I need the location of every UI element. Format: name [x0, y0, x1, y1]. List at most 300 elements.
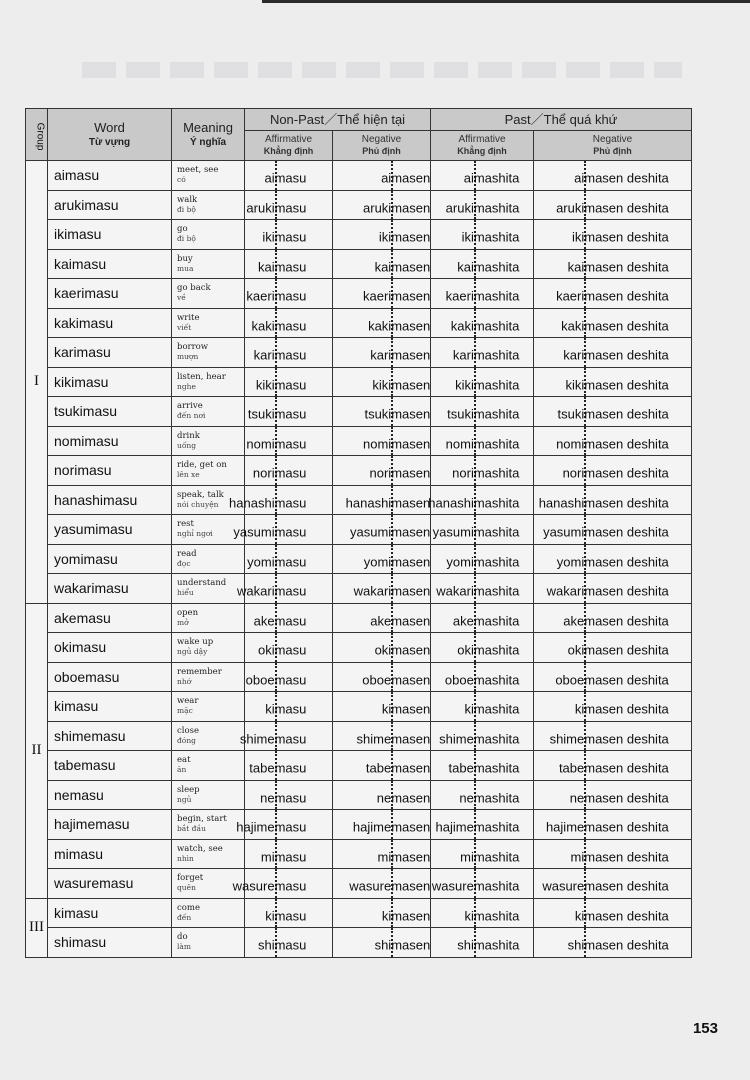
verb-stem: kaeri	[556, 288, 585, 304]
present-negative-cell	[333, 839, 431, 869]
table-row	[26, 190, 692, 220]
meaning-vi: hiểu	[177, 588, 194, 598]
affirmative-vi-label: Khẳng định	[263, 146, 314, 156]
past-negative-cell	[534, 544, 692, 574]
verb-stem: mi	[377, 849, 392, 865]
meaning-en: watch, see	[177, 843, 223, 854]
verb-stem: ki	[381, 908, 392, 924]
group-label: II	[26, 603, 48, 898]
past-header: Past／Thể quá khứ	[431, 109, 692, 131]
past-negative-cell	[534, 161, 692, 191]
verb-ending: masen deshita	[584, 583, 669, 599]
word-cell: shimasu	[48, 928, 172, 958]
past-affirmative-cell	[431, 220, 534, 250]
past-negative-cell	[534, 780, 692, 810]
meaning-header-vi: Ý nghĩa	[189, 136, 227, 148]
verb-stem: oki	[567, 642, 585, 658]
table-row	[26, 397, 692, 427]
meaning-vi: mặc	[177, 706, 193, 716]
meaning-cell	[172, 279, 245, 309]
past-negative-cell	[534, 249, 692, 279]
past-affirmative-cell	[431, 898, 534, 928]
present-negative-cell	[333, 751, 431, 781]
verb-ending: masu	[274, 495, 307, 511]
conjugation-table-body	[26, 161, 692, 958]
verb-stem: yomi	[556, 554, 585, 570]
verb-ending: mashita	[473, 790, 520, 806]
meaning-en: forget	[177, 873, 204, 884]
past-affirmative-cell	[431, 662, 534, 692]
verb-ending: masu	[274, 259, 307, 275]
word-cell: kimasu	[48, 898, 172, 928]
past-affirmative-cell	[431, 633, 534, 663]
past-negative-cell	[534, 515, 692, 545]
verb-ending: masen deshita	[584, 672, 669, 688]
word-cell: kaerimasu	[48, 279, 172, 309]
meaning-vi: đi bộ	[177, 234, 196, 244]
verb-stem: shime	[356, 731, 392, 747]
verb-stem: oki	[257, 642, 275, 658]
verb-stem: iki	[262, 229, 275, 245]
present-affirmative-cell	[245, 692, 333, 722]
meaning-vi: mua	[177, 263, 194, 273]
present-affirmative-cell	[245, 190, 333, 220]
meaning-en: listen, hear	[177, 371, 226, 382]
verb-ending: mashita	[473, 200, 520, 216]
table-row	[26, 780, 692, 810]
past-negative-cell	[534, 190, 692, 220]
verb-ending: masen deshita	[584, 790, 669, 806]
verb-stem: kai	[374, 259, 392, 275]
verb-ending: mashita	[473, 642, 520, 658]
verb-ending: masen deshita	[584, 701, 669, 717]
table-row	[26, 515, 692, 545]
verb-stem: kaki	[450, 318, 474, 334]
verb-stem: kaeri	[246, 288, 275, 304]
word-cell: mimasu	[48, 839, 172, 869]
verb-ending: masu	[274, 849, 307, 865]
table-row	[26, 161, 692, 191]
verb-stem: kari	[563, 347, 585, 363]
word-cell: wasuremasu	[48, 869, 172, 899]
past-negative-cell	[534, 308, 692, 338]
present-negative-cell	[333, 456, 431, 486]
negative-vi-label: Phủ định	[593, 146, 632, 156]
verb-ending: masu	[274, 760, 307, 776]
verb-ending: masen	[391, 760, 431, 776]
table-row	[26, 574, 692, 604]
meaning-cell	[172, 397, 245, 427]
verb-ending: mashita	[473, 406, 520, 422]
past-affirmative-cell	[431, 426, 534, 456]
verb-stem: nori	[369, 465, 392, 481]
verb-stem: yomi	[363, 554, 392, 570]
verb-ending: masu	[274, 377, 307, 393]
verb-ending: masu	[274, 878, 307, 894]
word-cell: kikimasu	[48, 367, 172, 397]
verb-ending: mashita	[473, 347, 520, 363]
word-cell: karimasu	[48, 338, 172, 368]
verb-ending: masu	[274, 554, 307, 570]
verb-ending: masen	[391, 465, 431, 481]
meaning-en: wear	[177, 696, 199, 707]
verb-ending: masen deshita	[584, 436, 669, 452]
word-cell: ikimasu	[48, 220, 172, 250]
present-affirmative-cell	[245, 426, 333, 456]
past-affirmative-cell	[431, 574, 534, 604]
word-cell: norimasu	[48, 456, 172, 486]
verb-stem: ai	[381, 170, 392, 186]
verb-ending: masen	[391, 436, 431, 452]
bleed-through-text	[82, 62, 682, 78]
group-header	[26, 109, 48, 161]
present-negative-cell	[333, 397, 431, 427]
past-affirmative-cell	[431, 869, 534, 899]
verb-ending: masen	[391, 229, 431, 245]
verb-ending: masu	[274, 908, 307, 924]
present-negative-cell	[333, 485, 431, 515]
conjugation-table	[25, 108, 692, 958]
past-negative-cell	[534, 633, 692, 663]
meaning-en: drink	[177, 430, 200, 441]
meaning-cell	[172, 898, 245, 928]
past-affirmative-cell	[431, 456, 534, 486]
meaning-header-label: Meaning	[183, 119, 233, 135]
meaning-en: meet, see	[177, 165, 219, 176]
affirmative-label: Affirmative	[458, 134, 506, 145]
present-affirmative-cell	[232, 869, 333, 899]
verb-stem: hanashi	[538, 495, 585, 511]
table-row	[26, 898, 692, 928]
present-negative-cell	[333, 190, 431, 220]
word-cell: oboemasu	[48, 662, 172, 692]
verb-ending: masen deshita	[584, 760, 669, 776]
negative-label: Negative	[361, 134, 402, 145]
verb-stem: iki	[378, 229, 392, 245]
verb-stem: yasumi	[543, 524, 585, 540]
present-negative-cell	[333, 603, 431, 633]
verb-stem: hajime	[545, 819, 585, 835]
meaning-cell	[172, 544, 245, 574]
past-affirmative-cell	[431, 780, 534, 810]
meaning-en: arrive	[177, 401, 203, 412]
verb-ending: mashita	[473, 701, 520, 717]
past-affirmative-cell	[431, 544, 534, 574]
meaning-en: wake up	[177, 637, 214, 648]
verb-stem: wakari	[546, 583, 585, 599]
meaning-vi: ngủ dậy	[177, 647, 208, 657]
table-row	[26, 220, 692, 250]
past-affirmative-cell	[428, 485, 534, 515]
verb-stem: kiki	[372, 377, 392, 393]
meaning-en: write	[177, 312, 200, 323]
past-affirmative-cell	[431, 308, 534, 338]
meaning-vi: đi bộ	[177, 204, 196, 214]
meaning-vi: quên	[177, 883, 196, 893]
verb-stem: aruki	[556, 200, 585, 216]
present-negative-cell	[333, 426, 431, 456]
verb-ending: masen	[391, 849, 431, 865]
verb-stem: oboe	[555, 672, 585, 688]
verb-ending: masen deshita	[584, 937, 669, 953]
past-affirmative-header	[431, 131, 534, 161]
verb-ending: mashita	[473, 377, 520, 393]
verb-ending: masen deshita	[584, 259, 669, 275]
verb-ending: masen deshita	[584, 613, 669, 629]
present-negative-cell	[333, 721, 431, 751]
present-affirmative-cell	[245, 161, 333, 191]
meaning-en: borrow	[177, 342, 209, 353]
meaning-cell	[172, 308, 245, 338]
meaning-vi: nghỉ ngơi	[177, 529, 213, 539]
past-affirmative-cell	[431, 397, 534, 427]
table-row	[26, 692, 692, 722]
verb-stem: kaki	[251, 318, 275, 334]
verb-stem: kiki	[565, 377, 585, 393]
meaning-vi: về	[177, 293, 186, 303]
verb-ending: mashita	[473, 170, 520, 186]
table-row	[26, 456, 692, 486]
verb-stem: ne	[459, 790, 474, 806]
verb-ending: masen deshita	[584, 288, 669, 304]
verb-ending: mashita	[473, 495, 520, 511]
verb-stem: oki	[374, 642, 392, 658]
meaning-cell	[172, 220, 245, 250]
verb-stem: tabe	[448, 760, 474, 776]
verb-ending: mashita	[473, 554, 520, 570]
verb-stem: mi	[570, 849, 585, 865]
verb-ending: mashita	[473, 465, 520, 481]
verb-stem: oki	[457, 642, 474, 658]
meaning-en: do	[177, 932, 188, 943]
word-cell: tsukimasu	[48, 397, 172, 427]
meaning-en: understand	[177, 578, 227, 589]
meaning-vi: nghe	[177, 381, 196, 391]
past-negative-cell	[534, 603, 692, 633]
meaning-cell	[172, 338, 245, 368]
verb-ending: masen deshita	[584, 377, 669, 393]
verb-ending: mashita	[473, 613, 520, 629]
verb-stem: kai	[567, 259, 585, 275]
verb-ending: masen	[391, 288, 431, 304]
word-cell: shimemasu	[48, 721, 172, 751]
table-row	[26, 662, 692, 692]
verb-ending: mashita	[473, 731, 520, 747]
past-affirmative-cell	[431, 515, 534, 545]
verb-stem: ne	[260, 790, 275, 806]
verb-stem: ake	[563, 613, 585, 629]
verb-ending: mashita	[473, 760, 520, 776]
meaning-en: go	[177, 224, 188, 235]
group-label: I	[26, 161, 48, 604]
present-negative-cell	[333, 928, 431, 958]
meaning-vi: đến nơi	[177, 411, 206, 421]
verb-ending: masu	[274, 937, 307, 953]
verb-ending: masen	[391, 731, 431, 747]
verb-stem: iki	[571, 229, 585, 245]
present-affirmative-cell	[245, 898, 333, 928]
verb-stem: yasumi	[350, 524, 392, 540]
past-negative-cell	[534, 839, 692, 869]
present-affirmative-cell	[245, 338, 333, 368]
verb-ending: masen	[391, 701, 431, 717]
verb-stem: iki	[461, 229, 474, 245]
verb-ending: masen	[391, 613, 431, 629]
verb-ending: masen	[391, 554, 431, 570]
verb-ending: masu	[274, 229, 307, 245]
verb-stem: hajime	[236, 819, 275, 835]
verb-stem: ake	[452, 613, 474, 629]
verb-ending: masu	[274, 583, 307, 599]
verb-stem: kai	[257, 259, 275, 275]
verb-stem: wakari	[237, 583, 275, 599]
verb-stem: aruki	[363, 200, 392, 216]
present-negative-cell	[333, 869, 431, 899]
verb-ending: masen	[391, 524, 431, 540]
past-affirmative-cell	[431, 928, 534, 958]
meaning-cell	[172, 662, 245, 692]
meaning-vi: ngủ	[177, 794, 192, 804]
present-affirmative-cell	[245, 367, 333, 397]
verb-stem: kaki	[368, 318, 392, 334]
verb-stem: ki	[464, 908, 474, 924]
top-edge-strip	[262, 0, 750, 3]
past-affirmative-cell	[431, 161, 534, 191]
present-affirmative-cell	[245, 839, 333, 869]
meaning-vi: nói chuyện	[177, 499, 219, 509]
past-negative-cell	[534, 426, 692, 456]
present-affirmative-cell	[237, 574, 333, 604]
meaning-cell	[172, 574, 245, 604]
meaning-en: eat	[177, 755, 191, 766]
verb-stem: yasumi	[432, 524, 474, 540]
present-negative-cell	[333, 279, 431, 309]
meaning-vi: có	[177, 175, 186, 185]
meaning-cell	[172, 751, 245, 781]
verb-stem: tabe	[558, 760, 585, 776]
present-affirmative-cell	[245, 928, 333, 958]
verb-stem: kari	[253, 347, 275, 363]
verb-ending: masen deshita	[584, 731, 669, 747]
past-negative-cell	[534, 485, 692, 515]
verb-stem: hanashi	[428, 495, 474, 511]
verb-stem: tsuki	[364, 406, 392, 422]
verb-ending: masen deshita	[584, 878, 669, 894]
present-negative-cell	[333, 308, 431, 338]
past-affirmative-cell	[431, 810, 534, 840]
verb-ending: mashita	[473, 583, 520, 599]
verb-ending: masen deshita	[584, 642, 669, 658]
past-affirmative-cell	[431, 338, 534, 368]
meaning-en: sleep	[177, 784, 200, 795]
meaning-en: walk	[177, 194, 198, 205]
table-row	[26, 633, 692, 663]
verb-ending: masen	[391, 347, 431, 363]
verb-ending: masen	[391, 937, 431, 953]
verb-stem: kaeri	[363, 288, 392, 304]
nonpast-header: Non-Past／Thể hiện tại	[245, 109, 431, 131]
meaning-cell	[172, 780, 245, 810]
verb-stem: ki	[464, 701, 474, 717]
verb-stem: wasure	[431, 878, 474, 894]
verb-ending: masen deshita	[584, 554, 669, 570]
present-affirmative-cell	[239, 721, 333, 751]
verb-stem: ake	[253, 613, 275, 629]
verb-ending: mashita	[473, 908, 520, 924]
verb-stem: nori	[252, 465, 275, 481]
meaning-vi: uống	[177, 440, 197, 450]
word-cell: okimasu	[48, 633, 172, 663]
present-negative-cell	[333, 367, 431, 397]
present-negative-cell	[333, 692, 431, 722]
verb-stem: kiki	[255, 377, 275, 393]
nonpast-affirmative-header	[245, 131, 333, 161]
word-cell: kakimasu	[48, 308, 172, 338]
verb-ending: masu	[274, 790, 307, 806]
verb-ending: masu	[274, 819, 307, 835]
table-row	[26, 308, 692, 338]
verb-stem: shi	[457, 937, 474, 953]
verb-stem: shi	[257, 937, 275, 953]
table-row	[26, 485, 692, 515]
past-negative-cell	[534, 928, 692, 958]
verb-stem: ai	[574, 170, 585, 186]
verb-ending: masen deshita	[584, 849, 669, 865]
present-negative-cell	[333, 633, 431, 663]
meaning-en: ride, get on	[177, 460, 227, 471]
verb-stem: nomi	[445, 436, 474, 452]
meaning-vi: nhớ	[177, 676, 192, 686]
past-affirmative-cell	[431, 190, 534, 220]
meaning-vi: mở	[177, 617, 189, 627]
verb-ending: mashita	[473, 672, 520, 688]
verb-ending: mashita	[473, 524, 520, 540]
past-negative-cell	[534, 574, 692, 604]
present-negative-cell	[333, 220, 431, 250]
present-affirmative-cell	[245, 603, 333, 633]
present-affirmative-cell	[245, 308, 333, 338]
verb-ending: masu	[274, 406, 307, 422]
verb-stem: nori	[452, 465, 474, 481]
table-row	[26, 603, 692, 633]
table-row	[26, 279, 692, 309]
verb-ending: masen deshita	[584, 347, 669, 363]
meaning-vi: đọc	[177, 558, 191, 568]
verb-stem: wakari	[436, 583, 474, 599]
verb-stem: kaki	[561, 318, 585, 334]
verb-ending: mashita	[473, 849, 520, 865]
meaning-vi: ăn	[177, 765, 187, 775]
verb-ending: masu	[274, 672, 307, 688]
word-cell: hanashimasu	[48, 485, 172, 515]
meaning-cell	[172, 161, 245, 191]
verb-stem: ne	[569, 790, 585, 806]
table-row	[26, 751, 692, 781]
present-affirmative-cell	[245, 220, 333, 250]
verb-stem: oboe	[444, 672, 474, 688]
verb-ending: masu	[274, 347, 307, 363]
past-affirmative-cell	[431, 603, 534, 633]
nonpast-negative-header	[333, 131, 431, 161]
present-negative-cell	[333, 249, 431, 279]
meaning-cell	[172, 190, 245, 220]
present-negative-cell	[333, 544, 431, 574]
verb-stem: hanashi	[345, 495, 392, 511]
verb-ending: masen	[391, 583, 431, 599]
present-affirmative-cell	[245, 397, 333, 427]
word-header	[48, 109, 172, 161]
verb-ending: masen deshita	[584, 229, 669, 245]
